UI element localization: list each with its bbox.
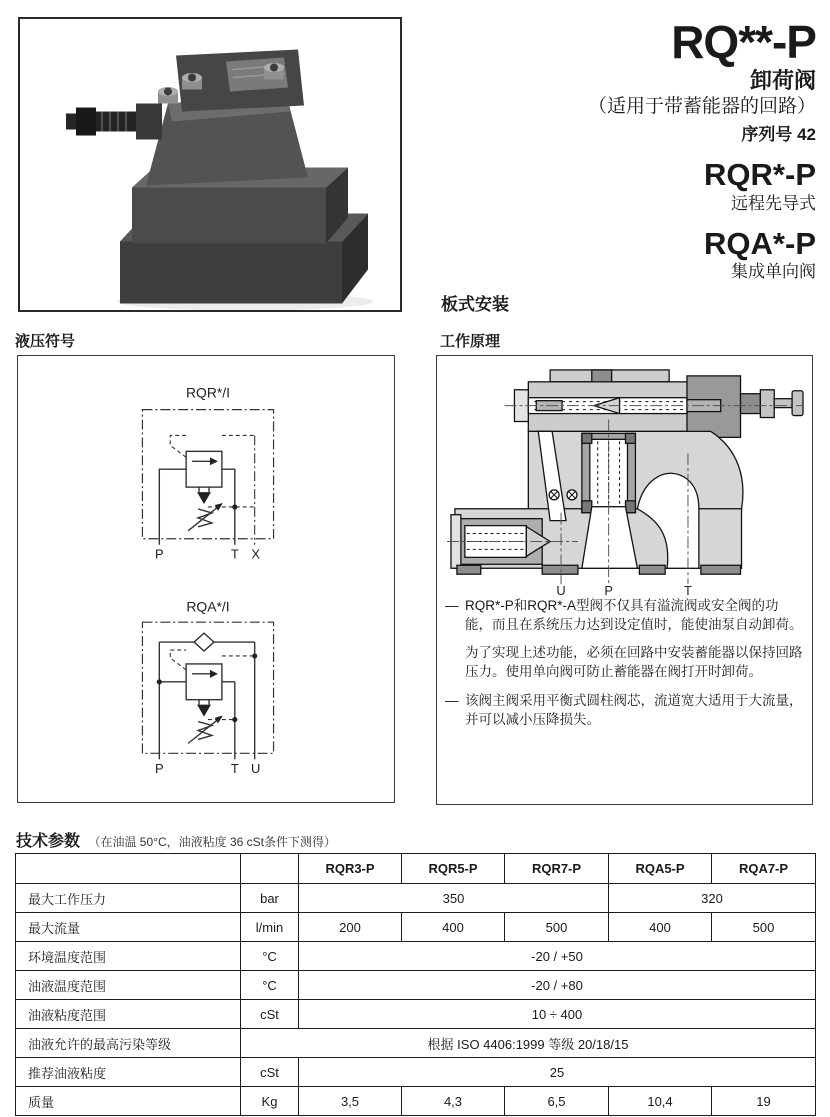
check-valve-icon xyxy=(194,633,214,651)
unit-header-cell xyxy=(241,854,299,884)
unit-cell: °C xyxy=(241,971,299,1000)
row-label: 最大工作压力 xyxy=(16,884,241,913)
principle-bullet xyxy=(445,596,803,682)
mounting-label: 板式安装 xyxy=(441,295,509,314)
socket-bolt-icon xyxy=(158,87,178,104)
valve-cross-section xyxy=(443,362,808,598)
port-label-x: X xyxy=(251,546,260,562)
variant-code-rqa: RQA*-P xyxy=(704,225,816,261)
table-header-row xyxy=(16,854,816,884)
value-cell: -20 / +80 xyxy=(299,971,816,1000)
column-header-rqa7p: RQA7-P xyxy=(712,854,816,884)
table-section-title: 技术参数 xyxy=(16,833,81,850)
value-cell: 6,5 xyxy=(505,1087,609,1116)
value-cell: 10,4 xyxy=(609,1087,712,1116)
value-cell: 400 xyxy=(609,913,712,942)
value-cell: 4,3 xyxy=(402,1087,505,1116)
row-label: 推荐油液粘度 xyxy=(16,1058,241,1087)
bullet-dash: — xyxy=(445,598,459,613)
value-cell: 500 xyxy=(505,913,609,942)
port-label-p: P xyxy=(604,583,613,598)
table-row xyxy=(16,1087,816,1116)
variant-desc-rqa: 集成单向阀 xyxy=(731,262,816,282)
column-header-rqa5p: RQA5-P xyxy=(609,854,712,884)
row-label: 油液粘度范围 xyxy=(16,1000,241,1029)
table-row xyxy=(16,1000,816,1029)
principle-bullet xyxy=(445,691,803,729)
adjustment-screw xyxy=(66,104,162,140)
value-cell: 320 xyxy=(609,884,816,913)
principle-text xyxy=(445,596,803,729)
port-label-p: P xyxy=(155,546,164,562)
table-row xyxy=(16,1058,816,1087)
port-label-t: T xyxy=(230,761,239,777)
bullet-text: 该阀主阀采用平衡式圆柱阀芯，流道宽大适用于大流量，并可以减小压降损失。 xyxy=(465,692,803,727)
socket-bolt-icon xyxy=(182,73,202,90)
row-label: 环境温度范围 xyxy=(16,942,241,971)
symbol-label-rqr: RQR*/I xyxy=(185,384,230,401)
value-cell: 3,5 xyxy=(299,1087,402,1116)
value-cell: 根据 ISO 4406:1999 等级 20/18/15 xyxy=(241,1029,816,1058)
corner-cell xyxy=(16,854,241,884)
table-row xyxy=(16,971,816,1000)
unit-cell: bar xyxy=(241,884,299,913)
value-cell: 500 xyxy=(712,913,816,942)
column-header-rqr5p: RQR5-P xyxy=(402,854,505,884)
table-row xyxy=(16,913,816,942)
port-label-p: P xyxy=(155,761,164,777)
port-label-u: U xyxy=(556,583,566,598)
value-cell: 10 ÷ 400 xyxy=(299,1000,816,1029)
value-cell: -20 / +50 xyxy=(299,942,816,971)
title-block xyxy=(396,18,816,281)
value-cell: 400 xyxy=(402,913,505,942)
rqr-symbol-diagram xyxy=(142,385,273,562)
bullet-text: RQR*-P和RQR*-A型阀不仅具有溢流阀或安全阀的功能，而且在系统压力达到设定值时，能使油泵自动卸荷。 xyxy=(465,598,803,633)
row-label: 油液温度范围 xyxy=(16,971,241,1000)
series-number: 序列号 42 xyxy=(741,125,816,145)
value-cell: 19 xyxy=(712,1087,816,1116)
symbols-section-title: 液压符号 xyxy=(15,333,76,350)
principle-box xyxy=(436,355,813,805)
value-cell: 350 xyxy=(299,884,609,913)
value-cell: 200 xyxy=(299,913,402,942)
row-label: 油液允许的最高污染等级 xyxy=(16,1029,241,1058)
port-label-t: T xyxy=(230,546,239,562)
specs-table xyxy=(15,853,816,1116)
rqa-symbol-diagram xyxy=(142,598,273,776)
bullet-dash: — xyxy=(445,692,459,708)
table-section-heading xyxy=(16,828,336,851)
unit-cell: Kg xyxy=(241,1087,299,1116)
product-photo-frame xyxy=(18,17,402,312)
unit-cell: cSt xyxy=(241,1000,299,1029)
unit-cell: l/min xyxy=(241,913,299,942)
table-row xyxy=(16,1029,816,1058)
column-header-rqr3p: RQR3-P xyxy=(299,854,402,884)
variant-code-rqr: RQR*-P xyxy=(704,157,816,193)
valve-type-label: 卸荷阀 xyxy=(749,68,816,94)
row-label: 质量 xyxy=(16,1087,241,1116)
hydraulic-symbols-diagram xyxy=(18,356,396,801)
symbol-label-rqa: RQA*/I xyxy=(186,598,230,615)
value-cell: 25 xyxy=(299,1058,816,1087)
unit-cell: cSt xyxy=(241,1058,299,1087)
symbols-box xyxy=(17,355,395,803)
port-label-u: U xyxy=(251,761,261,777)
table-row xyxy=(16,942,816,971)
variant-desc-rqr: 远程先导式 xyxy=(731,193,816,213)
principle-section-title: 工作原理 xyxy=(440,333,501,350)
column-header-rqr7p: RQR7-P xyxy=(505,854,609,884)
bullet-text-continued: 为了实现上述功能，必须在回路中安装蓄能器以保持回路压力。使用单向阀可防止蓄能器在阀打开时卸荷。 xyxy=(465,645,803,680)
table-title-note: （在油温 50°C，油液粘度 36 cSt条件下测得） xyxy=(88,835,336,849)
application-note: （适用于带蓄能器的回路） xyxy=(587,96,816,118)
product-photo xyxy=(20,19,400,310)
socket-bolt-icon xyxy=(264,63,284,80)
port-label-t: T xyxy=(684,583,692,598)
table-row xyxy=(16,884,816,913)
unit-cell: °C xyxy=(241,942,299,971)
row-label: 最大流量 xyxy=(16,913,241,942)
page-title: RQ**-P xyxy=(671,16,816,68)
